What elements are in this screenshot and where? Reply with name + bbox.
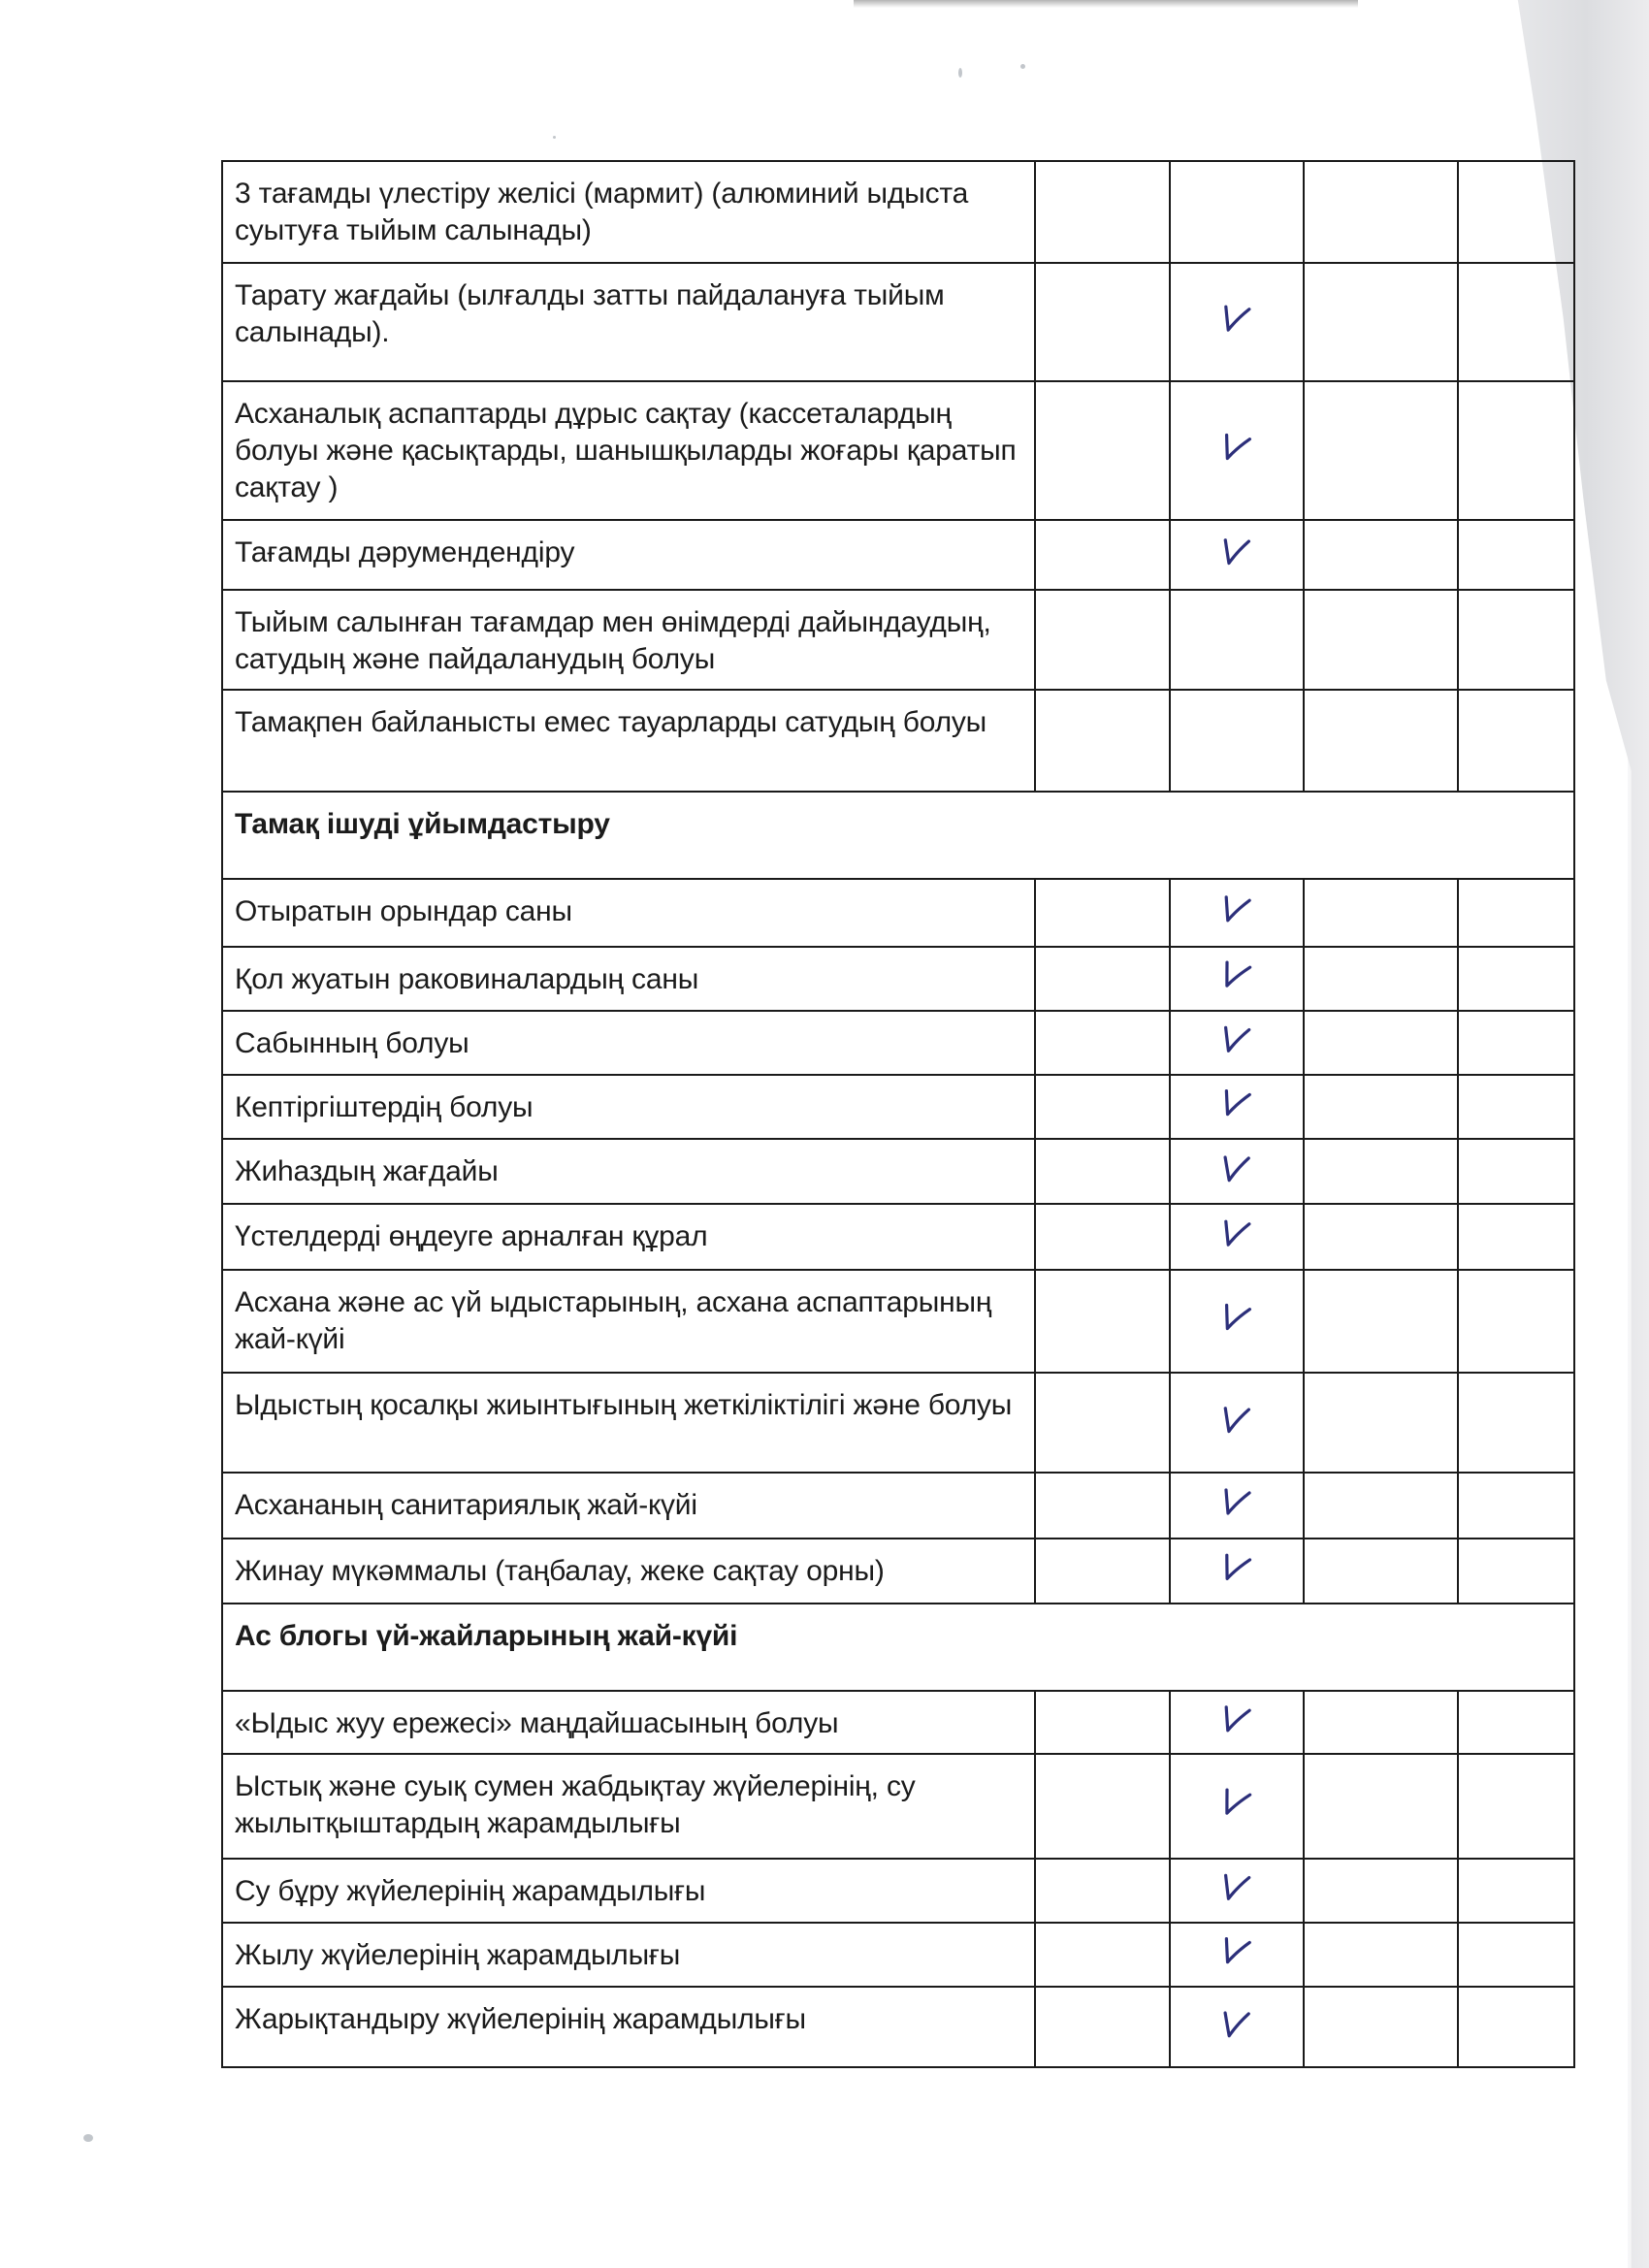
checkmark-icon xyxy=(1217,1866,1256,1905)
check-cell-4[interactable] xyxy=(1458,1075,1574,1139)
criterion-text: Жылу жүйелерінің жарамдылығы xyxy=(222,1923,1035,1987)
check-cell-3[interactable] xyxy=(1304,690,1458,792)
checkmark-icon xyxy=(1217,1297,1256,1336)
check-cell-1[interactable] xyxy=(1035,161,1170,263)
section-header-row xyxy=(222,1604,1574,1691)
criterion-text: Қол жуатын раковиналардың саны xyxy=(222,947,1035,1011)
criterion-text: Тарату жағдайы (ылғалды затты пайдалануға тыйым салынады). xyxy=(222,263,1035,381)
check-cell-2[interactable] xyxy=(1170,1373,1304,1473)
page-edge-shadow xyxy=(1628,0,1649,2268)
checklist-row xyxy=(222,1204,1574,1270)
check-cell-2[interactable] xyxy=(1170,1754,1304,1859)
check-cell-4[interactable] xyxy=(1458,1987,1574,2067)
check-cell-3[interactable] xyxy=(1304,1373,1458,1473)
checklist-row xyxy=(222,1754,1574,1859)
check-cell-1[interactable] xyxy=(1035,1987,1170,2067)
section-header-row xyxy=(222,792,1574,879)
check-cell-2[interactable] xyxy=(1170,161,1304,263)
criterion-text: Кептіргіштердің болуы xyxy=(222,1075,1035,1139)
check-cell-1[interactable] xyxy=(1035,1011,1170,1075)
criterion-text: Үстелдерді өңдеуге арналған құрал xyxy=(222,1204,1035,1270)
scan-edge-shadow xyxy=(854,0,1358,8)
checklist-row xyxy=(222,947,1574,1011)
check-cell-2[interactable] xyxy=(1170,1987,1304,2067)
criterion-text: Асханалық аспаптарды дұрыс сақтау (кассеталардың болуы және қасықтарды, шанышқыларды жоғары қаратып сақтау ) xyxy=(222,381,1035,520)
checklist-row xyxy=(222,263,1574,381)
checkmark-icon xyxy=(1217,1019,1256,1057)
checklist-row xyxy=(222,1473,1574,1539)
check-cell-4[interactable] xyxy=(1458,161,1574,263)
check-cell-1[interactable] xyxy=(1035,1754,1170,1859)
check-cell-1[interactable] xyxy=(1035,1139,1170,1204)
check-cell-2[interactable] xyxy=(1170,263,1304,381)
check-cell-1[interactable] xyxy=(1035,879,1170,947)
check-cell-3[interactable] xyxy=(1304,1011,1458,1075)
check-cell-3[interactable] xyxy=(1304,1075,1458,1139)
check-cell-4[interactable] xyxy=(1458,690,1574,792)
checklist-row xyxy=(222,161,1574,263)
check-cell-1[interactable] xyxy=(1035,1691,1170,1754)
check-cell-2[interactable] xyxy=(1170,1075,1304,1139)
check-cell-1[interactable] xyxy=(1035,690,1170,792)
criterion-text: «Ыдыс жуу ережесі» маңдайшасының болуы xyxy=(222,1691,1035,1754)
checklist-row xyxy=(222,1859,1574,1923)
checklist-row xyxy=(222,1691,1574,1754)
criterion-text: Жарықтандыру жүйелерінің жарамдылығы xyxy=(222,1987,1035,2067)
criterion-text: Ыстық және суық сумен жабдықтау жүйелерінің, су жылытқыштардың жарамдылығы xyxy=(222,1754,1035,1859)
checklist-row xyxy=(222,1011,1574,1075)
check-cell-3[interactable] xyxy=(1304,1859,1458,1923)
check-cell-2[interactable] xyxy=(1170,1473,1304,1539)
criterion-text: Сабынның болуы xyxy=(222,1011,1035,1075)
checklist-row xyxy=(222,590,1574,690)
checkmark-icon xyxy=(1217,1481,1256,1520)
checkmark-icon xyxy=(1217,955,1256,993)
checklist-row xyxy=(222,1373,1574,1473)
checkmark-icon xyxy=(1217,1083,1256,1121)
checklist-row xyxy=(222,879,1574,947)
check-cell-4[interactable] xyxy=(1458,1011,1574,1075)
check-cell-4[interactable] xyxy=(1458,1473,1574,1539)
criterion-text: Тамақпен байланысты емес тауарларды сатудың болуы xyxy=(222,690,1035,792)
check-cell-1[interactable] xyxy=(1035,520,1170,590)
check-cell-1[interactable] xyxy=(1035,1923,1170,1987)
check-cell-1[interactable] xyxy=(1035,1075,1170,1139)
criterion-text: Жиһаздың жағдайы xyxy=(222,1139,1035,1204)
section-title: Ас блогы үй-жайларының жай-күйі xyxy=(222,1604,1574,1691)
check-cell-3[interactable] xyxy=(1304,161,1458,263)
checkmark-icon xyxy=(1217,889,1256,927)
check-cell-2[interactable] xyxy=(1170,1691,1304,1754)
check-cell-2[interactable] xyxy=(1170,947,1304,1011)
criterion-text: 3 тағамды үлестіру желісі (мармит) (алюминий ыдыста суытуға тыйым салынады) xyxy=(222,161,1035,263)
checkmark-icon xyxy=(1217,1782,1256,1821)
scan-speck xyxy=(553,136,556,139)
check-cell-3[interactable] xyxy=(1304,879,1458,947)
checkmark-icon xyxy=(1217,298,1256,337)
check-cell-4[interactable] xyxy=(1458,590,1574,690)
checkmark-icon xyxy=(1217,531,1256,569)
checklist-row xyxy=(222,520,1574,590)
checklist-row xyxy=(222,1075,1574,1139)
criterion-text: Ыдыстың қосалқы жиынтығының жеткіліктілігі және болуы xyxy=(222,1373,1035,1473)
check-cell-2[interactable] xyxy=(1170,690,1304,792)
check-cell-4[interactable] xyxy=(1458,1691,1574,1754)
check-cell-2[interactable] xyxy=(1170,1011,1304,1075)
check-cell-3[interactable] xyxy=(1304,520,1458,590)
check-cell-3[interactable] xyxy=(1304,381,1458,520)
check-cell-2[interactable] xyxy=(1170,520,1304,590)
check-cell-4[interactable] xyxy=(1458,1923,1574,1987)
criterion-text: Тағамды дәрумендендіру xyxy=(222,520,1035,590)
check-cell-2[interactable] xyxy=(1170,590,1304,690)
check-cell-3[interactable] xyxy=(1304,263,1458,381)
check-cell-4[interactable] xyxy=(1458,1859,1574,1923)
check-cell-2[interactable] xyxy=(1170,879,1304,947)
checkmark-icon xyxy=(1217,1148,1256,1186)
check-cell-1[interactable] xyxy=(1035,1373,1170,1473)
check-cell-3[interactable] xyxy=(1304,1923,1458,1987)
check-cell-1[interactable] xyxy=(1035,947,1170,1011)
checklist-row xyxy=(222,1270,1574,1373)
check-cell-4[interactable] xyxy=(1458,1373,1574,1473)
check-cell-1[interactable] xyxy=(1035,263,1170,381)
scan-speck xyxy=(958,68,962,78)
check-cell-2[interactable] xyxy=(1170,1139,1304,1204)
checklist-row xyxy=(222,1139,1574,1204)
check-cell-2[interactable] xyxy=(1170,1923,1304,1987)
check-cell-4[interactable] xyxy=(1458,381,1574,520)
checklist-row xyxy=(222,1539,1574,1604)
check-cell-1[interactable] xyxy=(1035,1473,1170,1539)
checklist-row xyxy=(222,690,1574,792)
check-cell-3[interactable] xyxy=(1304,1691,1458,1754)
checkmark-icon xyxy=(1217,1547,1256,1586)
checkmark-icon xyxy=(1217,427,1256,466)
checklist-row xyxy=(222,1987,1574,2067)
check-cell-3[interactable] xyxy=(1304,1539,1458,1604)
check-cell-2[interactable] xyxy=(1170,1859,1304,1923)
criterion-text: Тыйым салынған тағамдар мен өнімдерді дайындаудың, сатудың және пайдаланудың болуы xyxy=(222,590,1035,690)
section-title: Тамақ ішуді ұйымдастыру xyxy=(222,792,1574,879)
check-cell-1[interactable] xyxy=(1035,1270,1170,1373)
check-cell-4[interactable] xyxy=(1458,1754,1574,1859)
check-cell-4[interactable] xyxy=(1458,1139,1574,1204)
checkmark-icon xyxy=(1217,2003,1256,2042)
check-cell-2[interactable] xyxy=(1170,1539,1304,1604)
criterion-text: Асхананың санитариялық жай-күйі xyxy=(222,1473,1035,1539)
check-cell-1[interactable] xyxy=(1035,1539,1170,1604)
check-cell-4[interactable] xyxy=(1458,263,1574,381)
check-cell-4[interactable] xyxy=(1458,520,1574,590)
check-cell-1[interactable] xyxy=(1035,1204,1170,1270)
criterion-text: Жинау мүкәммалы (таңбалау, жеке сақтау орны) xyxy=(222,1539,1035,1604)
check-cell-3[interactable] xyxy=(1304,1204,1458,1270)
criterion-text: Асхана және ас үй ыдыстарының, асхана аспаптарының жай-күйі xyxy=(222,1270,1035,1373)
checkmark-icon xyxy=(1217,1699,1256,1737)
check-cell-3[interactable] xyxy=(1304,1139,1458,1204)
scan-speck xyxy=(1020,64,1025,69)
check-cell-4[interactable] xyxy=(1458,879,1574,947)
check-cell-2[interactable] xyxy=(1170,381,1304,520)
checkmark-icon xyxy=(1217,1213,1256,1251)
checkmark-icon xyxy=(1217,1399,1256,1438)
check-cell-3[interactable] xyxy=(1304,1270,1458,1373)
check-cell-4[interactable] xyxy=(1458,947,1574,1011)
check-cell-3[interactable] xyxy=(1304,1987,1458,2067)
check-cell-2[interactable] xyxy=(1170,1270,1304,1373)
checklist-row xyxy=(222,381,1574,520)
scan-speck xyxy=(83,2134,93,2142)
check-cell-4[interactable] xyxy=(1458,1539,1574,1604)
check-cell-1[interactable] xyxy=(1035,590,1170,690)
criterion-text: Отыратын орындар саны xyxy=(222,879,1035,947)
check-cell-1[interactable] xyxy=(1035,1859,1170,1923)
check-cell-3[interactable] xyxy=(1304,1754,1458,1859)
check-cell-4[interactable] xyxy=(1458,1204,1574,1270)
check-cell-3[interactable] xyxy=(1304,1473,1458,1539)
inspection-checklist-table xyxy=(221,160,1575,2068)
check-cell-4[interactable] xyxy=(1458,1270,1574,1373)
check-cell-3[interactable] xyxy=(1304,947,1458,1011)
checkmark-icon xyxy=(1217,1930,1256,1969)
check-cell-1[interactable] xyxy=(1035,381,1170,520)
criterion-text: Су бұру жүйелерінің жарамдылығы xyxy=(222,1859,1035,1923)
checklist-row xyxy=(222,1923,1574,1987)
check-cell-2[interactable] xyxy=(1170,1204,1304,1270)
check-cell-3[interactable] xyxy=(1304,590,1458,690)
